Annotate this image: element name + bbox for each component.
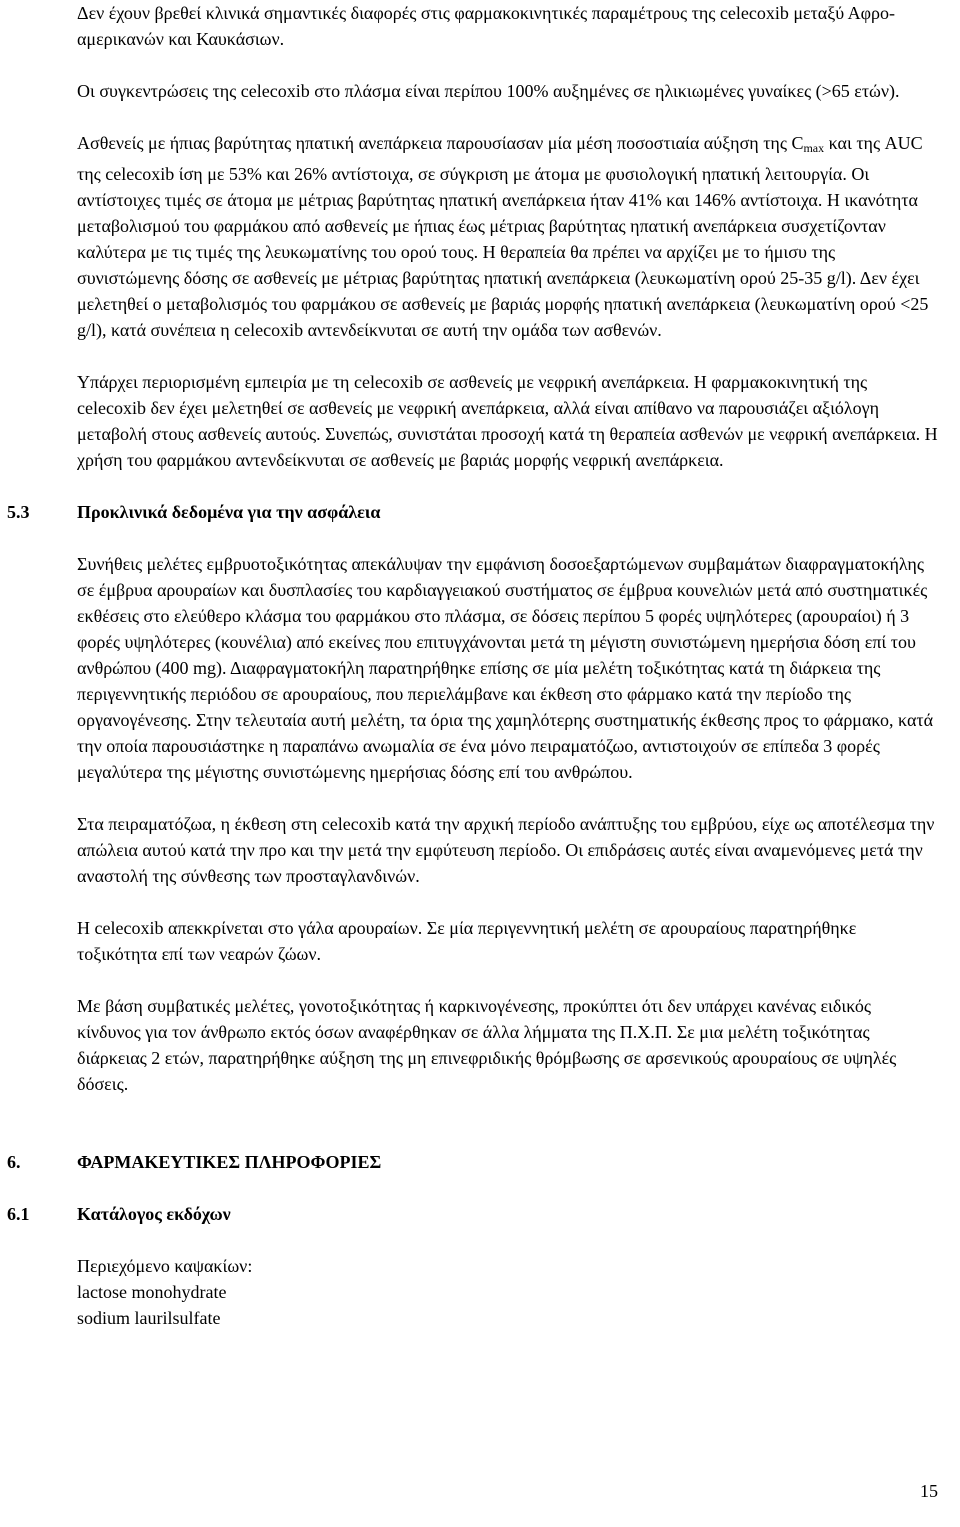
paragraph-ethnicity: Δεν έχουν βρεθεί κλινικά σημαντικές διαφορές στις φαρμακοκινητικές παραμέτρους της celecoxib μεταξύ Αφρο-αμερικανών και Καυκάσιων. [77,3,895,49]
paragraph-milk-excretion: Η celecoxib απεκκρίνεται στο γάλα αρουραίων. Σε μία περιγεννητική μελέτη σε αρουραίους παρατηρήθηκε τοξικότητα επί των νεαρών ζώων. [77,918,857,964]
section-6-1-heading [7,1201,939,1227]
excipient-item: lactose monohydrate [77,1282,227,1302]
paragraph-renal-impairment: Υπάρχει περιορισμένη εμπειρία με τη celecoxib σε ασθενείς με νεφρική ανεπάρκεια. Η φαρμακοκινητική της celecoxib δεν έχει μελετηθεί σε ασθενείς με νεφρική ανεπάρκεια, αλλά είναι απίθανο να παρουσιάζει αξιόλογη μεταβολή στους ασθενείς αυτούς. Συνεπώς, συνιστάται προσοχή κατά τη θεραπεία ασθενών με νεφρική ανεπάρκεια. Η χρήση του φαρμάκου αντενδείκνυται σε ασθενείς με βαριάς μορφής νεφρική ανεπάρκεια. [77,372,938,470]
excipient-item: sodium laurilsulfate [77,1308,221,1328]
paragraph-elderly-women: Οι συγκεντρώσεις της celecoxib στο πλάσμα είναι περίπου 100% αυξημένες σε ηλικιωμένες γυναίκες (>65 ετών). [77,81,900,101]
paragraph-embryotoxicity: Συνήθεις μελέτες εμβρυοτοξικότητας απεκάλυψαν την εμφάνιση δοσοεξαρτώμενων συμβαμάτων διαφραγματοκήλης σε έμβρυα αρουραίων και δυσπλασίες του καρδιαγγειακού συστήματος σε έμβρυα κουνελιών μετά από συστηματικές εκθέσεις στο ελεύθερο κλάσμα του φαρμάκου στο πλάσμα, σε δόσεις περίπου 5 φορές υψηλότερες (αρουραίοι) ή 3 φορές υψηλότερες (κουνέλια) από εκείνες που επιτυγχάνονται μετά τη μέγιστη συνιστώμενη ημερήσια δόση επί του ανθρώπου (400 mg). Διαφραγματοκήλη παρατηρήθηκε επίσης σε μία μελέτη τοξικότητας κατά τη διάρκεια της περιγεννητικής περιόδου σε αρουραίους, που περιελάμβανε και έκθεση στο φάρμακο κατά την περίοδο της οργανογένεσης. Στην τελευταία αυτή μελέτη, τα όρια της χαμηλότερης συστηματικής έκθεσης προς το φάρμακο, κατά την οποία παρουσιάστηκε η παραπάνω ανωμαλία σε ένα μόνο πειραματόζωο, αντιστοιχούν σε επίπεδα 3 φορές μεγαλύτερα της μέγιστης συνιστώμενης ημερήσιας δόσης επί του ανθρώπου. [77,554,934,782]
hepatic-text-part-2: και της AUC της celecoxib ίση με 53% και 26% αντίστοιχα, σε σύγκριση με άτομα με φυσιολογική ηπατική λειτουργία. Οι αντίστοιχες τιμές σε άτομα με μέτριας βαρύτητας ηπατική ανεπάρκεια ήταν 41% και 146% αντίστοιχα. Η ικανότητα μεταβολισμού του φαρμάκου από ασθενείς με ήπιας έως μέτριας βαρύτητας ηπατική ανεπάρκεια συσχετίζονταν καλύτερα με τις τιμές της λευκωματίνης του ορού τους. Η θεραπεία θα πρέπει να αρχίζει με το ήμισυ της συνιστώμενης δόσης σε ασθενείς με μέτριας βαρύτητας ηπατική ανεπάρκεια (λευκωματίνη ορού 25-35 g/l). Δεν έχει μελετηθεί ο μεταβολισμός του φαρμάκου σε ασθενείς με βαριάς μορφής ηπατική ανεπάρκεια (λευκωματίνη ορού <25 g/l), κατά συνέπεια η celecoxib αντενδείκνυται σε αυτή την ομάδα των ασθενών. [77,133,929,340]
section-6-number: 6. [7,1152,21,1172]
section-6-heading [7,1149,939,1175]
cmax-subscript: max [803,141,825,155]
paragraph-implantation-loss: Στα πειραματόζωα, η έκθεση στη celecoxib κατά την αρχική περίοδο ανάπτυξης του εμβρύου, είχε ως αποτέλεσμα την απώλεια αυτού κατά την προ και την μετά την εμφύτευση περίοδο. Οι επιδράσεις αυτές είναι αναμενόμενες μετά την αναστολή της σύνθεσης των προσταγλανδινών. [77,814,935,886]
section-6-1-title: Κατάλογος εκδόχων [77,1204,231,1224]
paragraph-hepatic-impairment [77,130,939,343]
paragraph-genotoxicity: Με βάση συμβατικές μελέτες, γονοτοξικότητας ή καρκινογένεσης, προκύπτει ότι δεν υπάρχει κανένας ειδικός κίνδυνος για τον άνθρωπο εκτός όσων αναφέρθηκαν σε άλλα λήμματα της Π.Χ.Π. Σε μια μελέτη τοξικότητας διάρκειας 2 ετών, παρατηρήθηκε αύξηση της μη επινεφριδικής θρόμβωσης σε αρσενικούς αρουραίους σε υψηλές δόσεις. [77,996,897,1094]
section-5-3-number: 5.3 [7,502,30,522]
section-5-3-heading [7,499,939,525]
page-number: 15 [920,1481,938,1501]
page-content [7,0,939,1331]
excipients-intro: Περιεχόμενο καψακίων: [77,1256,253,1276]
hepatic-text-part-1: Ασθενείς με ήπιας βαρύτητας ηπατική ανεπάρκεια παρουσίασαν μία μέση ποσοστιαία αύξηση της C [77,133,804,153]
section-6-1-number: 6.1 [7,1204,30,1224]
section-5-3-title: Προκλινικά δεδομένα για την ασφάλεια [77,502,381,522]
section-6-title: ΦΑΡΜΑΚΕΥΤΙΚΕΣ ΠΛΗΡΟΦΟΡΙΕΣ [77,1152,382,1172]
